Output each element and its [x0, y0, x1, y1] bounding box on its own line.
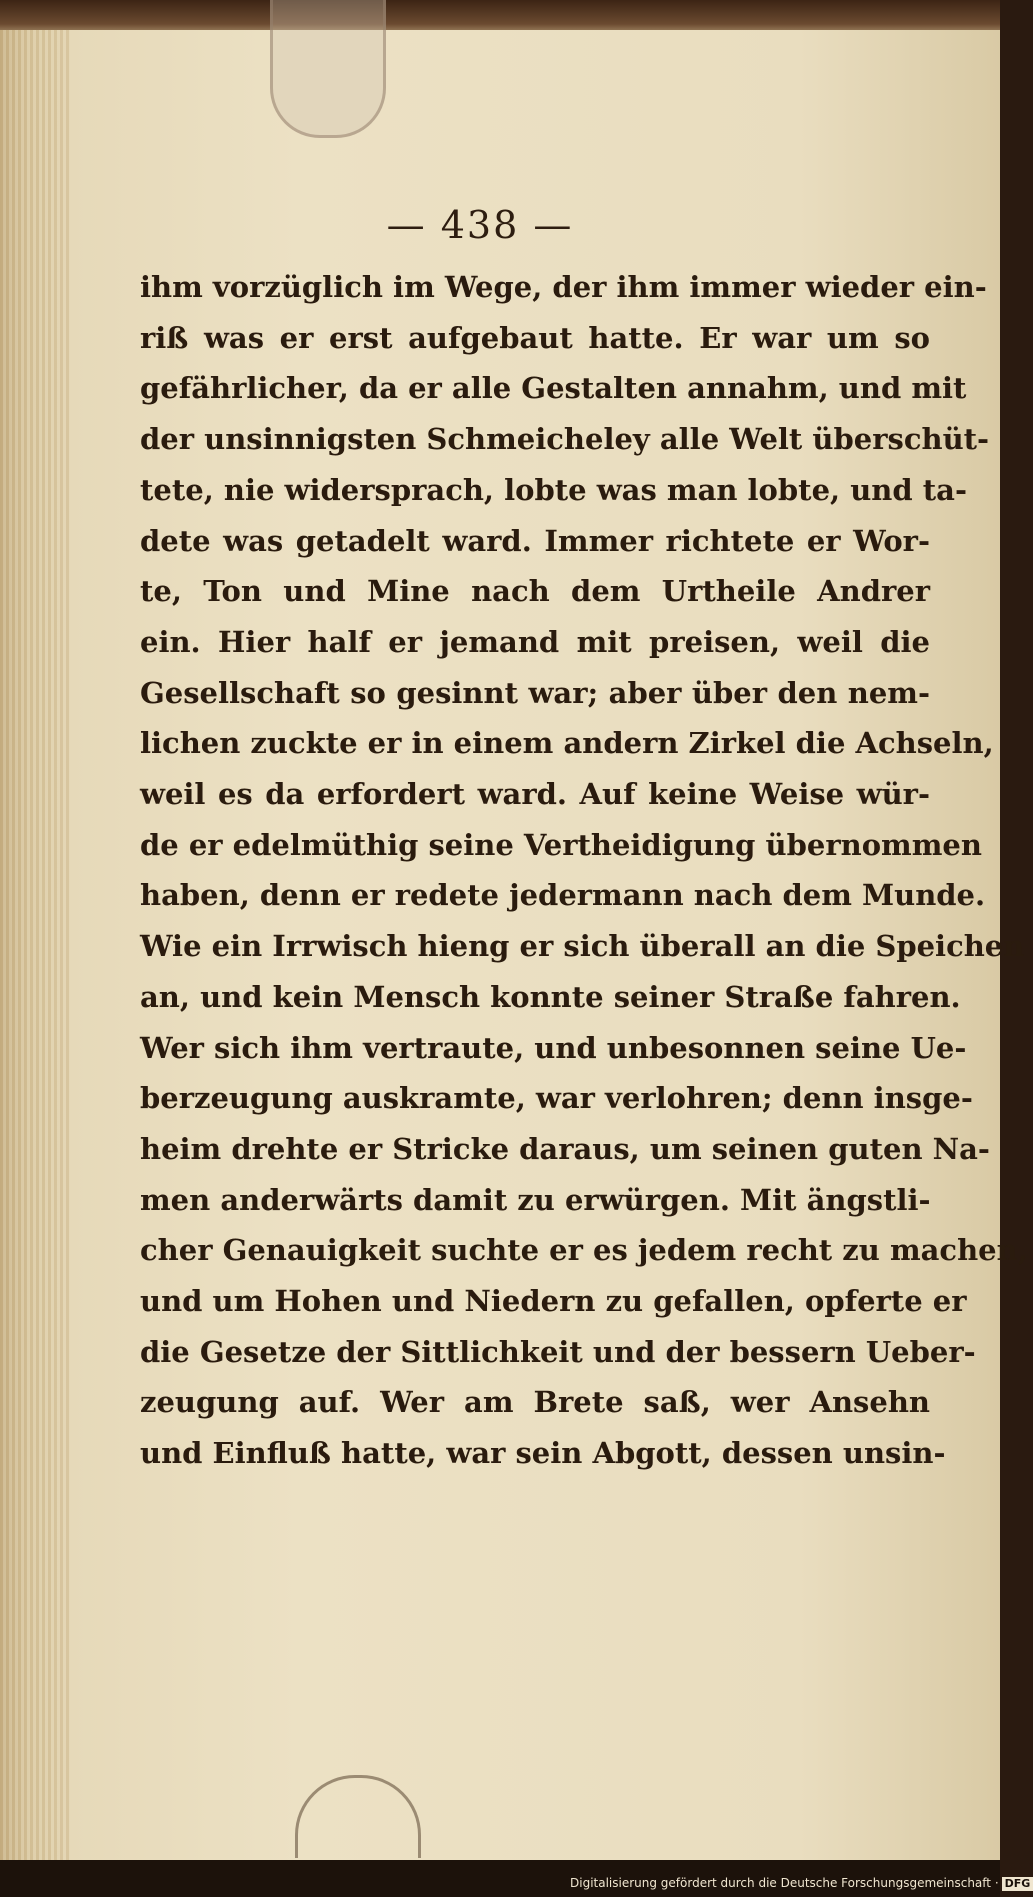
text-line: lichen zuckte er in einem andern Zirkel die Achseln, [140, 726, 994, 761]
text-line: und um Hohen und Niedern zu gefallen, opferte er [140, 1284, 967, 1319]
page-clip [270, 0, 386, 138]
credit-text: Digitalisierung gefördert durch die Deutsche Forschungsgemeinschaft · [570, 1876, 999, 1890]
body-text [140, 262, 1028, 1479]
text-line: berzeugung auskramte, war verlohren; denn insge- [140, 1081, 973, 1116]
text-line: dete was getadelt ward. Immer richtete er Wor- [140, 523, 930, 558]
text-line: tete, nie widersprach, lobte was man lobte, und ta- [140, 472, 967, 507]
text-line: de er edelmüthig seine Vertheidigung übernommen [140, 827, 982, 862]
text-line: zeugung auf. Wer am Brete saß, wer Ansehn [140, 1385, 930, 1420]
dfg-logo: DFG [1002, 1877, 1033, 1891]
text-line: Wie ein Irrwisch hieng er sich überall an die Speichen [140, 929, 1025, 964]
text-line: te, Ton und Mine nach dem Urtheile Andrer [140, 574, 930, 609]
text-line: Gesellschaft so gesinnt war; aber über den nem- [140, 675, 930, 710]
page-stack-edge [0, 30, 70, 1860]
text-line: haben, denn er redete jedermann nach dem Munde. [140, 878, 986, 913]
text-line: riß was er erst aufgebaut hatte. Er war um so [140, 320, 930, 355]
digitization-credit [570, 1874, 1033, 1892]
text-line: die Gesetze der Sittlichkeit und der bessern Ueber- [140, 1334, 976, 1369]
text-line: heim drehte er Stricke daraus, um seinen guten Na- [140, 1131, 990, 1166]
text-line: cher Genauigkeit suchte er es jedem recht zu machen, [140, 1233, 1028, 1268]
text-line: Wer sich ihm vertraute, und unbesonnen seine Ue- [140, 1030, 967, 1065]
text-line: ein. Hier half er jemand mit preisen, weil die [140, 624, 930, 659]
text-line: und Einfluß hatte, war sein Abgott, dessen unsin- [140, 1436, 946, 1471]
text-line: ihm vorzüglich im Wege, der ihm immer wieder ein- [140, 270, 987, 304]
text-line: men anderwärts damit zu erwürgen. Mit ängstli- [140, 1182, 931, 1217]
text-line: an, und kein Mensch konnte seiner Straße fahren. [140, 979, 961, 1014]
text-line: der unsinnigsten Schmeicheley alle Welt überschüt- [140, 422, 990, 457]
text-line: gefährlicher, da er alle Gestalten annahm, und mit [140, 371, 967, 406]
text-line: weil es da erfordert ward. Auf keine Weise wür- [140, 777, 930, 812]
page-number: — 438 — [386, 203, 574, 247]
